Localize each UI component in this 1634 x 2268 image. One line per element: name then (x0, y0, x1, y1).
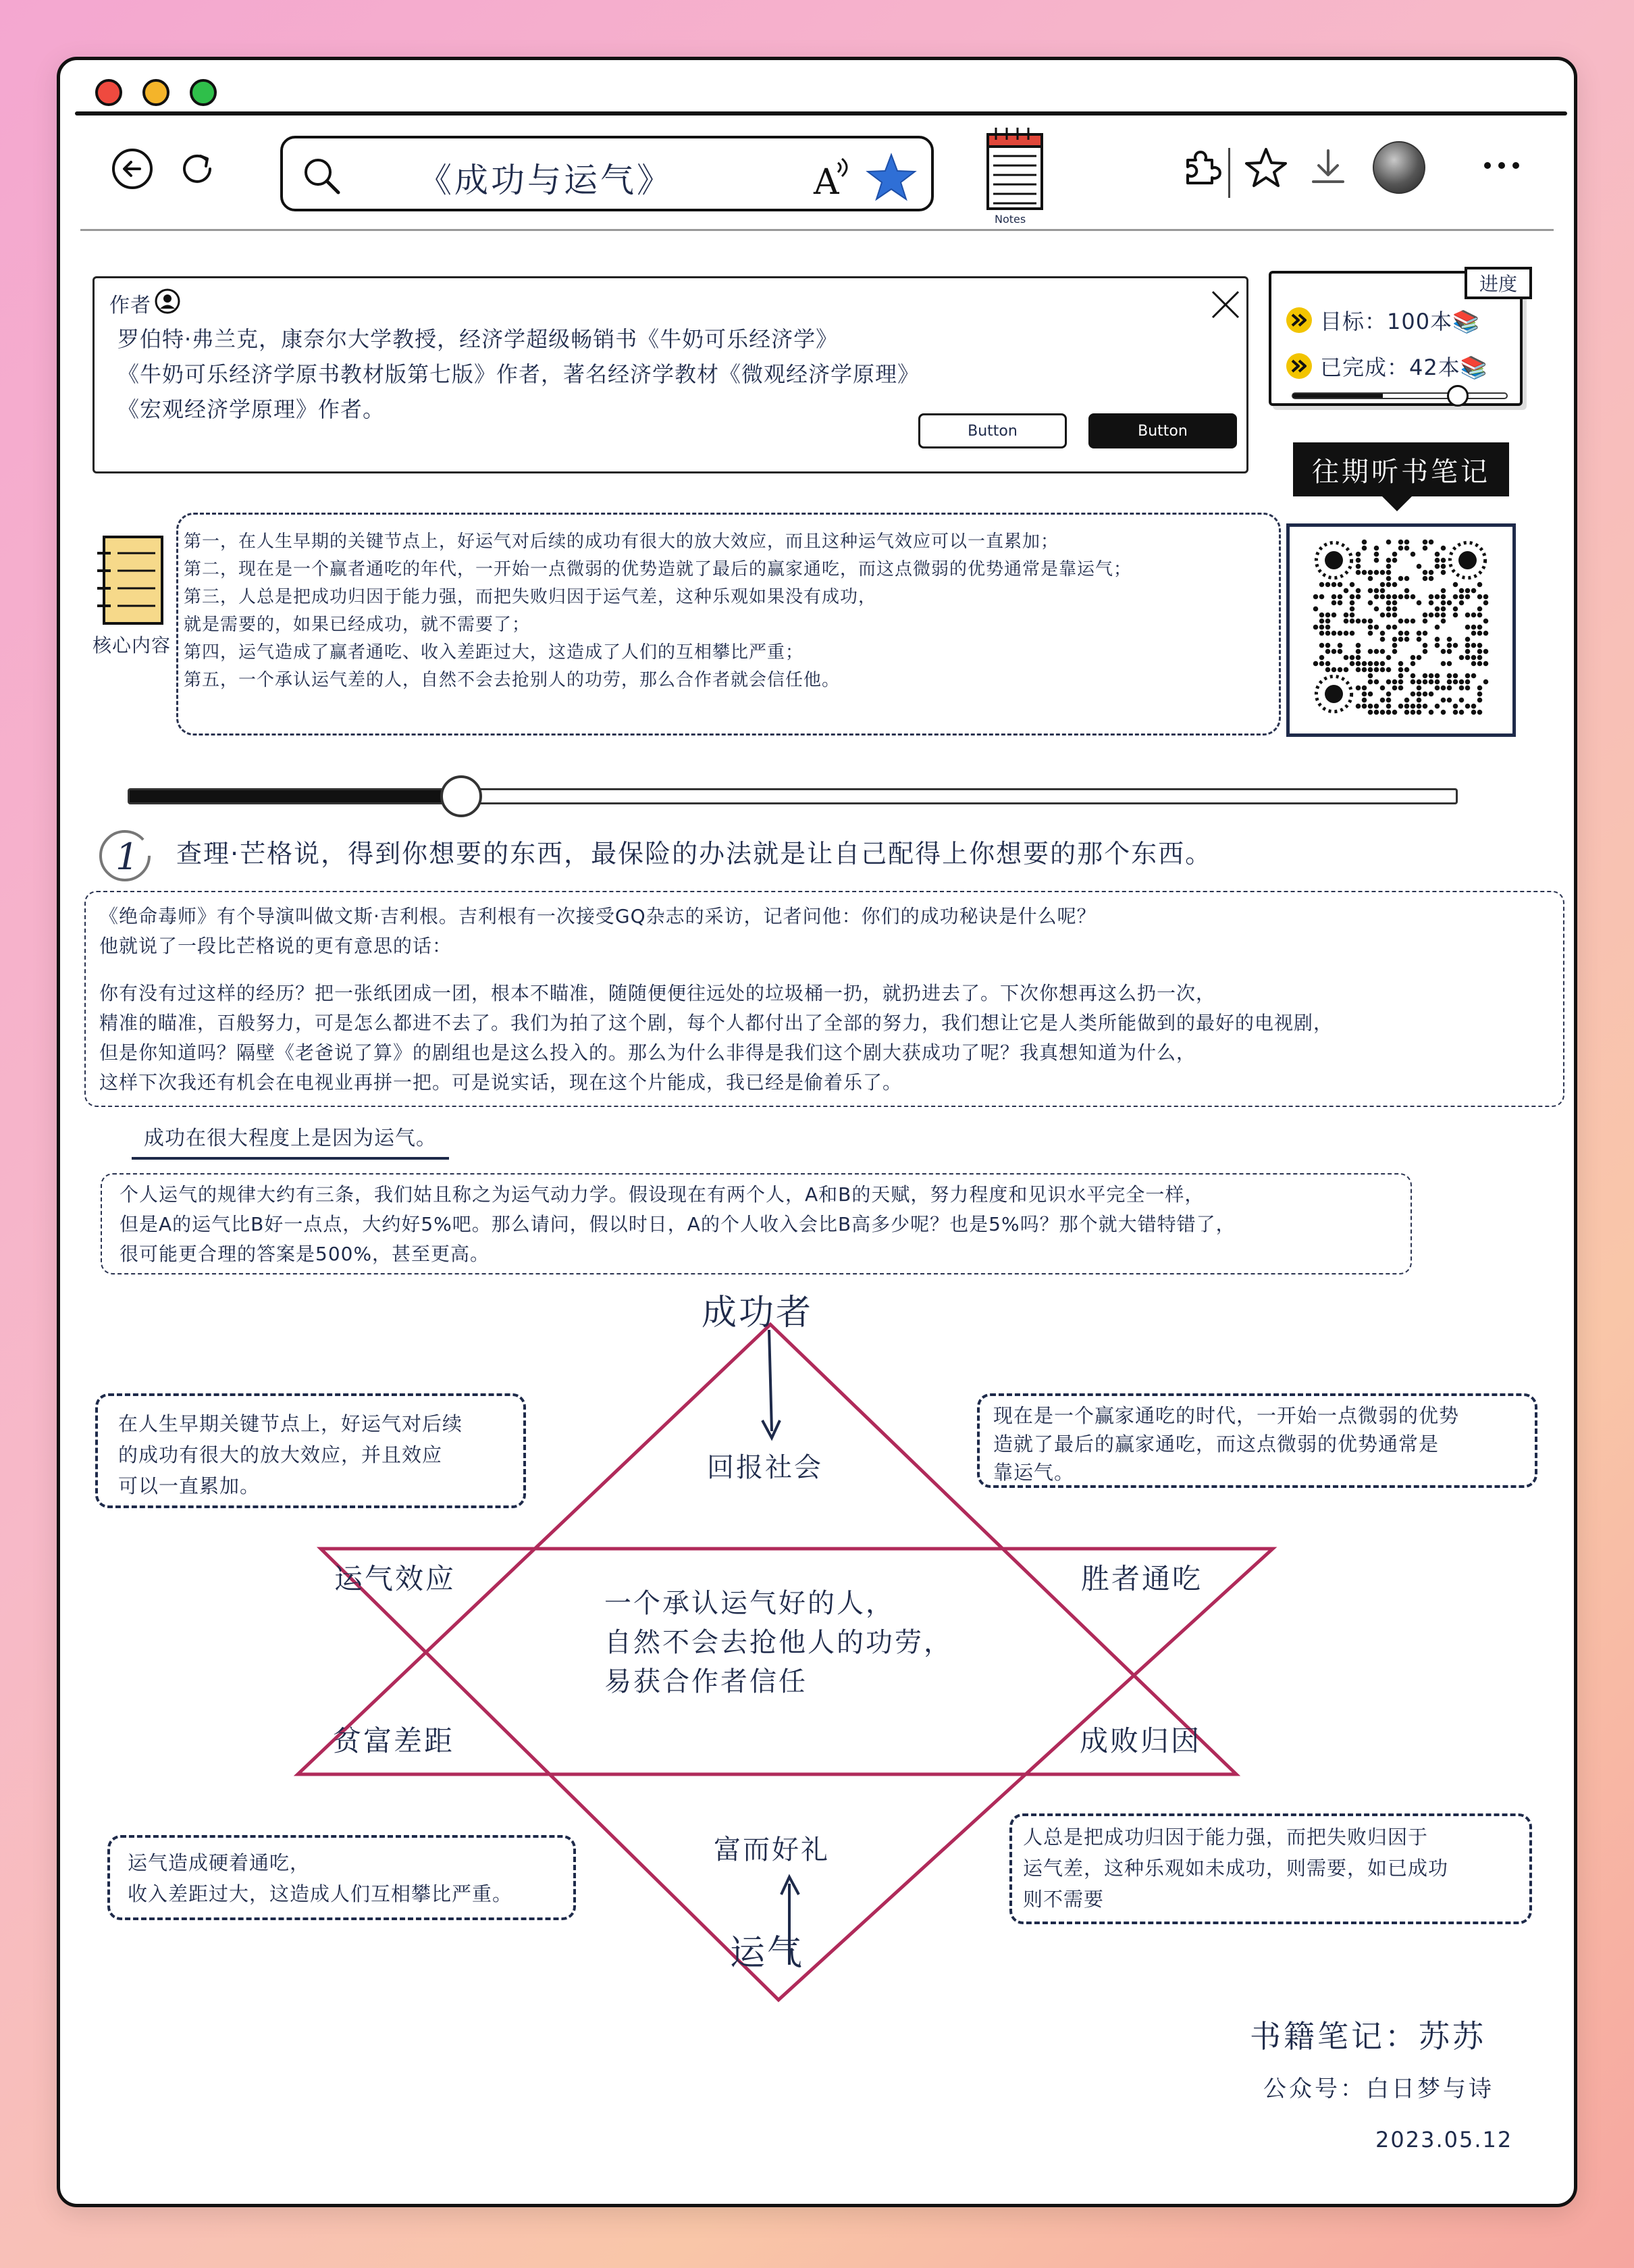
note-line: 造就了最后的赢家通吃，而这点微弱的优势通常是 (993, 1433, 1440, 1455)
section1-heading: 查理·芒格说，得到你想要的东西，最保险的办法就是让自己配得上你想要的那个东西。 (176, 839, 1213, 869)
author-line: 《牛奶可乐经济学原书教材版第七版》作者，著名经济学教材《微观经济学原理》 (117, 361, 920, 387)
diagram-bottom: 运气 (730, 1933, 805, 1974)
diagram-top-sub: 回报社会 (707, 1452, 823, 1483)
diagram-bottom-sub: 富而好礼 (714, 1834, 830, 1865)
note-line: 现在是一个赢家通吃的时代，一开始一点微弱的优势 (993, 1404, 1460, 1427)
filled-button[interactable]: Button (1088, 413, 1237, 448)
note-bottom-right (1009, 1813, 1532, 1924)
diagram-center-line: 一个承认运气好的人， (604, 1588, 895, 1619)
author-line: 《宏观经济学原理》作者。 (117, 396, 386, 422)
footer-account: 公众号：白日梦与诗 (1263, 2076, 1494, 2103)
diagram-center-line: 易获合作者信任 (604, 1666, 808, 1697)
note-bottom-left (107, 1835, 576, 1920)
core-content-label: 核心内容 (92, 634, 171, 656)
diagram-right-bottom: 成败归因 (1080, 1724, 1202, 1757)
core-line: 第二，现在是一个赢者通吃的年代，一开始一点微弱的优势造就了最后的赢家通吃，而这点微弱的优势通常是靠运气； (184, 559, 1132, 579)
note-line: 则不需要 (1023, 1888, 1105, 1911)
note-line: 人总是把成功归因于能力强，而把失败归因于 (1023, 1826, 1429, 1849)
author-line: 罗伯特·弗兰克，康奈尔大学教授，经济学超级畅销书《牛奶可乐经济学》 (117, 326, 839, 352)
outline-button[interactable]: Button (918, 413, 1067, 448)
diagram-top: 成功者 (702, 1293, 814, 1333)
note-top-left (95, 1393, 526, 1508)
note-top-right (977, 1393, 1537, 1488)
note-line: 的成功有很大的放大效应，并且效应 (118, 1443, 443, 1466)
svg-text:A: A (814, 162, 839, 201)
note-line: 运气差，这种乐观如未成功，则需要，如已成功 (1023, 1857, 1449, 1880)
progress-goal: 目标：100本📚 (1320, 309, 1480, 334)
luck-line: 但是A的运气比B好一点点，大约好5%吧。那么请问，假以时日，A的个人收入会比B高多少呢？也是5%吗？那个就大错特错了， (120, 1213, 1236, 1235)
note-line: 在人生早期关键节点上，好运气对后续 (118, 1412, 463, 1435)
core-line: 第一，在人生早期的关键节点上，好运气对后续的成功有很大的放大效应，而且这种运气效应可以一直累加； (184, 532, 1059, 552)
luck-line: 很可能更合理的答案是500%，甚至更高。 (120, 1243, 490, 1265)
footer-date: 2023.05.12 (1375, 2127, 1513, 2153)
section2-heading: 成功在很大程度上是因为运气。 (132, 1123, 449, 1160)
quote-line: 《绝命毒师》有个导演叫做文斯·吉利根。吉利根有一次接受GQ杂志的采访，记者问他：你们的成功秘诀是什么呢？ (99, 905, 1097, 927)
footer-note-by: 书籍笔记：苏苏 (1250, 2018, 1486, 2055)
quote-line: 精准的瞄准，百般努力，可是怎么都进不去了。我们为拍了这个剧，每个人都付出了全部的努力，我们想让它是人类所能做到的最好的电视剧， (99, 1012, 1334, 1034)
author-heading: 作者 (109, 294, 151, 317)
quote-line: 你有没有过这样的经历？把一张纸团成一团，根本不瞄准，随随便便往远处的垃圾桶一扔，就扔进去了。下次你想再这么扔一次， (99, 982, 1216, 1004)
browser-window (57, 57, 1577, 2207)
quote-line: 但是你知道吗？隔壁《老爸说了算》的剧组也是这么投入的。那么为什么非得是我们这个剧大获成功了呢？我真想知道为什么， (99, 1041, 1196, 1064)
diagram-right-top: 胜者通吃 (1081, 1562, 1203, 1595)
note-line: 收入差距过大，这造成人们互相攀比严重。 (128, 1882, 513, 1905)
diagram-left-bottom: 贫富差距 (333, 1724, 455, 1757)
diagram-center-line: 自然不会去抢他人的功劳， (604, 1627, 953, 1658)
luck-line: 个人运气的规律大约有三条，我们姑且称之为运气动力学。假设现在有两个人，A和B的天赋，努力程度和见识水平完全一样， (120, 1183, 1205, 1206)
core-line: 第三，人总是把成功归因于能力强，而把失败归因于运气差，这种乐观如果没有成功， (184, 587, 877, 607)
progress-tag: 进度 (1465, 267, 1532, 299)
core-line: 第四，运气造成了赢者通吃、收入差距过大，这造成了人们的互相攀比严重； (184, 642, 804, 663)
diagram-center (604, 1584, 953, 1701)
diagram-left-top: 运气效应 (334, 1562, 456, 1595)
note-line: 可以一直累加。 (118, 1474, 261, 1497)
core-line: 就是需要的，如果已经成功，就不需要了； (184, 615, 531, 635)
progress-done: 已完成：42本📚 (1320, 355, 1488, 380)
note-line: 靠运气。 (993, 1461, 1075, 1484)
quote-line: 这样下次我还有机会在电视业再拼一把。可是说实话，现在这个片能成，我已经是偷着乐了。 (99, 1071, 903, 1093)
core-line: 第五，一个承认运气差的人，自然不会去抢别人的功劳，那么合作者就会信任他。 (184, 670, 841, 690)
qr-title: 往期听书笔记 (1293, 442, 1509, 496)
section-number: 1 (115, 835, 139, 878)
quote-line: 他就说了一段比芒格说的更有意思的话： (99, 935, 452, 957)
address-title: 《成功与运气》 (418, 161, 673, 200)
note-line: 运气造成硬着通吃， (128, 1851, 311, 1874)
notes-label: Notes (995, 213, 1026, 226)
